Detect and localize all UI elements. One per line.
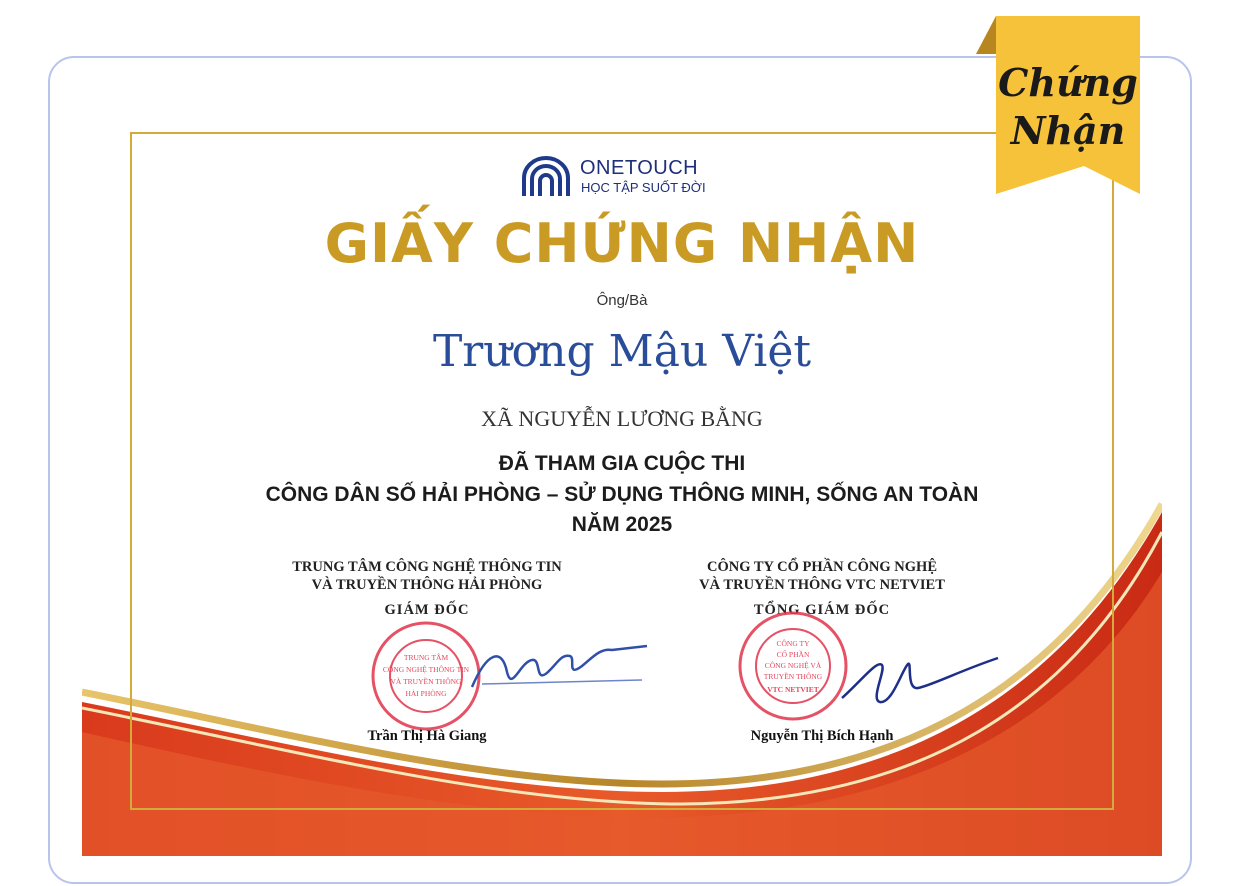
right-stamp-line: TRUYỀN THÔNG <box>763 672 823 681</box>
brand-logo <box>520 154 730 198</box>
left-org-line1: TRUNG TÂM CÔNG NGHỆ THÔNG TIN <box>292 559 562 575</box>
contest-year: NĂM 2025 <box>571 513 673 536</box>
right-stamp-line: CÔNG NGHỆ VÀ <box>764 661 822 670</box>
ribbon-line1: Chứng <box>998 60 1138 105</box>
right-org-line1: CÔNG TY CỔ PHẦN CÔNG NGHỆ <box>707 559 937 575</box>
salutation: Ông/Bà <box>596 292 648 309</box>
right-role: TỔNG GIÁM ĐỐC <box>753 602 891 618</box>
right-organization <box>652 558 992 594</box>
left-organization <box>252 558 602 594</box>
certificate <box>82 92 1162 856</box>
left-signer-name: Trần Thị Hà Giang <box>367 728 487 744</box>
right-stamp-line: CỔ PHẦN <box>776 650 810 659</box>
certificate-title: GIẤY CHỨNG NHẬN <box>324 212 920 275</box>
participation-line: ĐÃ THAM GIA CUỘC THI <box>498 452 746 475</box>
ribbon-badge <box>962 16 1142 196</box>
brand-name: ONETOUCH <box>580 157 699 179</box>
right-stamp-line: VTC NETVIET <box>767 685 819 694</box>
left-org-line2: VÀ TRUYỀN THÔNG HẢI PHÒNG <box>311 577 543 593</box>
left-stamp-line: HẢI PHÒNG <box>405 689 447 698</box>
left-stamp-line: VÀ TRUYỀN THÔNG <box>390 677 462 686</box>
left-stamp-line: TRUNG TÂM <box>403 653 449 662</box>
left-signature <box>462 632 652 702</box>
left-role: GIÁM ĐỐC <box>384 602 470 618</box>
recipient-name: Trương Mậu Việt <box>432 326 812 377</box>
right-org-line2: VÀ TRUYỀN THÔNG VTC NETVIET <box>699 577 945 593</box>
right-stamp-line: CÔNG TY <box>776 639 810 648</box>
right-signature <box>822 640 1002 720</box>
ribbon-line2: Nhận <box>1010 108 1126 153</box>
left-stamp-line: CÔNG NGHỆ THÔNG TIN <box>382 665 470 674</box>
recipient-location: XÃ NGUYỄN LƯƠNG BẰNG <box>481 406 763 431</box>
arch-logo-icon <box>520 154 572 198</box>
contest-name: CÔNG DÂN SỐ HẢI PHÒNG – SỬ DỤNG THÔNG MINH, SỐNG AN TOÀN <box>265 483 979 506</box>
brand-tagline: HỌC TẬP SUỐT ĐỜI <box>581 180 706 195</box>
right-signer-name: Nguyễn Thị Bích Hạnh <box>750 728 894 744</box>
